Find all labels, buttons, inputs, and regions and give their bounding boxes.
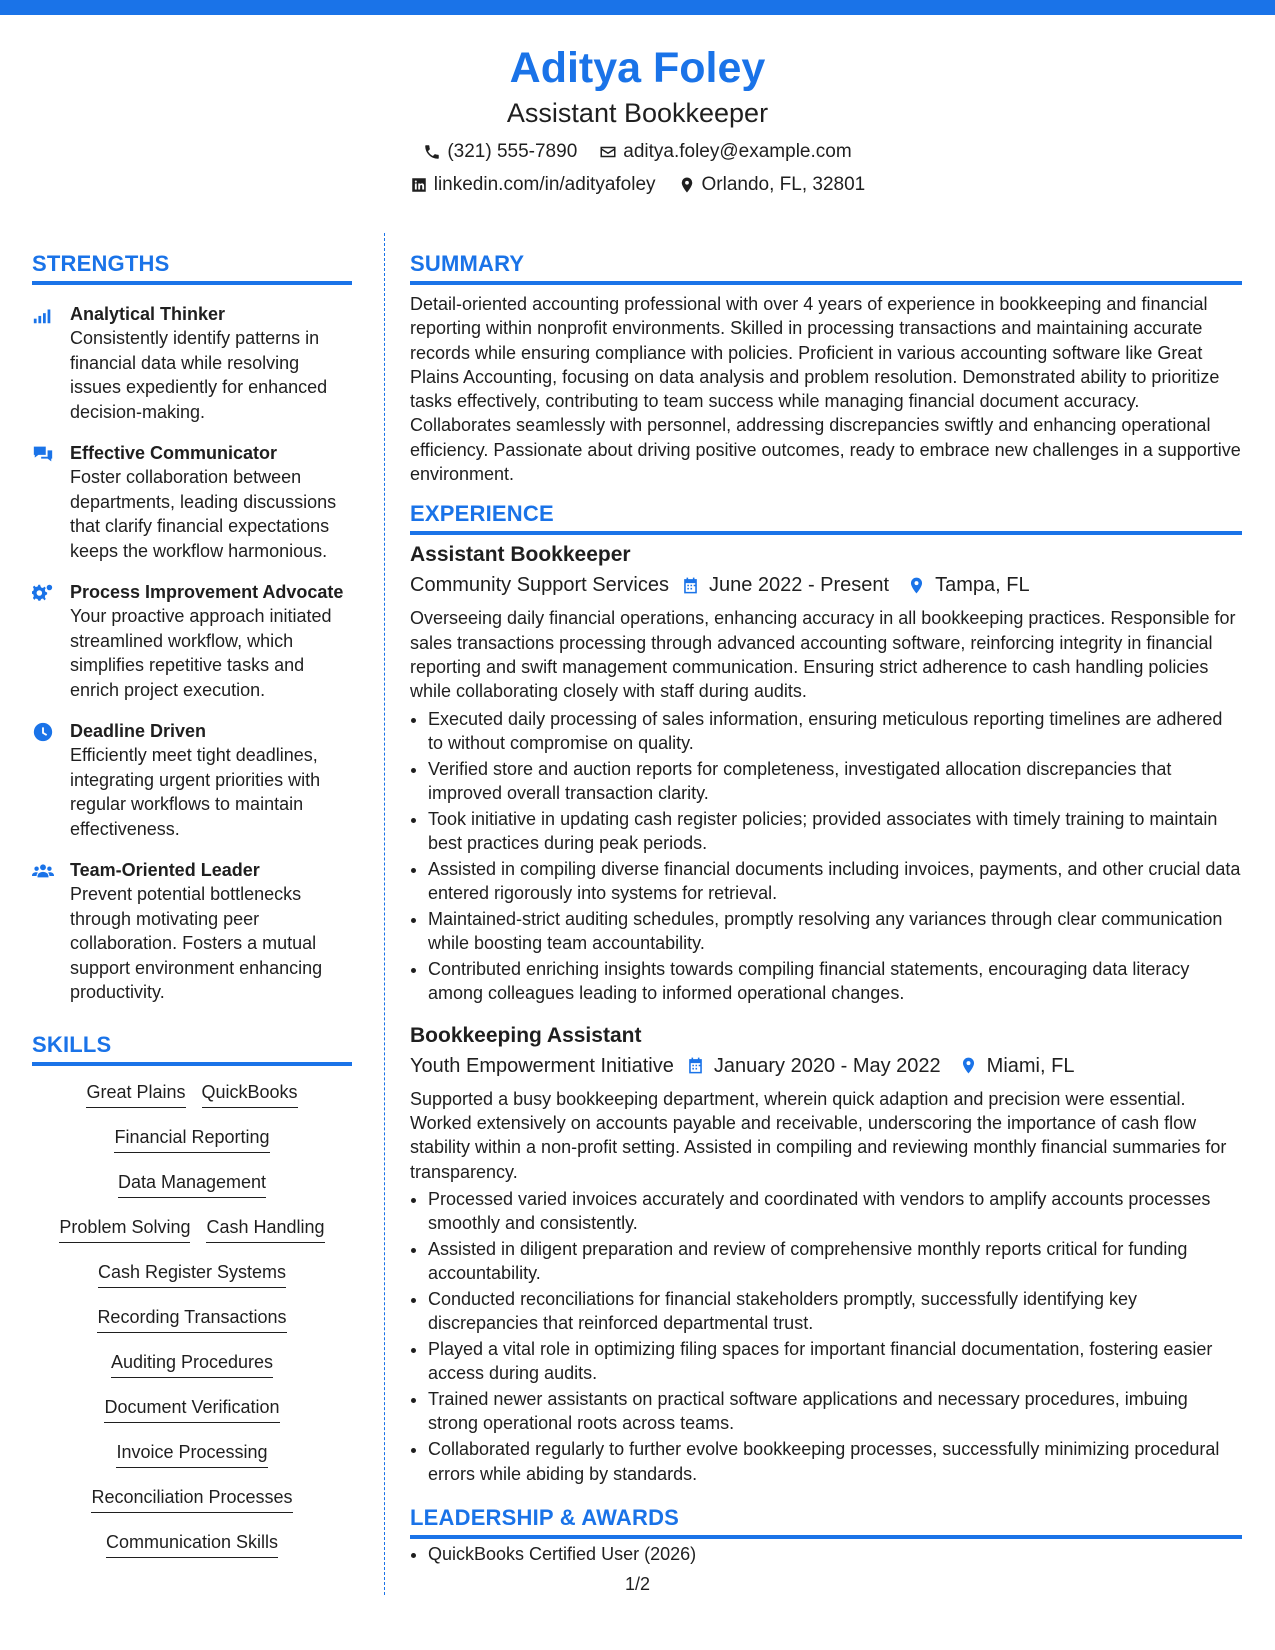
job-bullet: • Executed daily processing of sales information, ensuring meticulous reporting timelines are adhered to without compromise on quality.	[428, 707, 1242, 756]
skill-tag: Recording Transactions	[97, 1305, 286, 1333]
users-icon	[32, 860, 54, 882]
contact-row-1	[0, 140, 1275, 164]
strength-item	[32, 441, 352, 563]
phone-icon	[423, 143, 441, 161]
job-entry	[410, 541, 1242, 1005]
strength-description: Consistently identify patterns in financial data while resolving issues expediently for enhanced decision-making.	[70, 328, 328, 422]
experience-heading: EXPERIENCE	[410, 500, 1242, 535]
skill-tag: Invoice Processing	[116, 1440, 267, 1468]
summary-text: Detail-oriented accounting professional with over 4 years of experience in bookkeeping and financial reporting within nonprofit environments. Skilled in processing transactions and maintaining accurate records while ensuring compliance with policies. Proficient in various accounting software like Great Plains Accounting, focusing on data analysis and problem resolution. Demonstrated ability to prioritize tasks effectively, contributing to team success while managing financial document accuracy. Collaborates seamlessly with personnel, addressing discrepancies swiftly and enhancing operational efficiency. Passionate about driving positive outcomes, ready to embrace new challenges in a supportive environment.	[410, 294, 1241, 485]
job-bullet: • Verified store and auction reports for completeness, investigated allocation discrepancies that improved overall transaction clarity.	[428, 757, 1242, 806]
job-entry	[410, 1022, 1242, 1486]
bar-chart-icon	[32, 304, 54, 326]
strength-item	[32, 302, 352, 424]
job-location: Miami, FL	[986, 1054, 1075, 1077]
skills-heading: SKILLS	[32, 1031, 352, 1066]
job-description: Overseeing daily financial operations, enhancing accuracy in all bookkeeping practices. Responsible for sales transactions processing through advanced accounting software, reinforcing integrity in financial reporting and swift management communication. Ensuring strict adherence to cash handling policies while collaborating closely with staff during audits.	[410, 608, 1236, 702]
job-bullet: • Collaborated regularly to further evolve bookkeeping processes, successfully minimizing procedural errors while abiding by standards.	[428, 1437, 1242, 1486]
map-pin-icon	[959, 1056, 978, 1075]
phone-text: (321) 555-7890	[447, 141, 578, 162]
skills-list	[32, 1080, 352, 1575]
job-bullet: • Took initiative in updating cash register policies; provided associates with timely training to maintain best practices during peak periods.	[428, 807, 1242, 856]
job-bullet: • Conducted reconciliations for financial stakeholders promptly, successfully identifying key discrepancies that reinforced departmental trust.	[428, 1287, 1242, 1336]
calendar-icon	[686, 1056, 705, 1075]
email-contact[interactable]	[599, 140, 851, 164]
linkedin-icon	[410, 176, 428, 194]
map-pin-icon	[678, 176, 696, 194]
chat-bubbles-icon	[32, 443, 54, 465]
strength-title: Deadline Driven	[70, 721, 207, 741]
skill-tag: Auditing Procedures	[111, 1350, 273, 1378]
leadership-list	[410, 1542, 1242, 1566]
job-bullet: • Assisted in diligent preparation and review of comprehensive monthly reports critical for funding accountability.	[428, 1237, 1242, 1286]
job-meta	[410, 571, 1242, 599]
envelope-icon	[599, 143, 617, 161]
resume-header	[0, 40, 1275, 197]
skill-tag: QuickBooks	[202, 1080, 298, 1108]
location-text: Orlando, FL, 32801	[701, 174, 866, 195]
skill-tag: Document Verification	[104, 1395, 279, 1423]
gears-icon	[32, 582, 54, 604]
strength-description: Foster collaboration between departments, leading discussions that clarify financial expectations keeps the workflow harmonious.	[70, 467, 337, 561]
clock-icon	[32, 721, 54, 743]
skill-tag: Cash Handling	[206, 1215, 324, 1243]
contact-row-2	[0, 173, 1275, 197]
strength-title: Process Improvement Advocate	[70, 582, 344, 602]
job-bullet: • Assisted in compiling diverse financial documents including invoices, payments, and other crucial data entered rigorously into systems for retrieval.	[428, 857, 1242, 906]
job-location: Tampa, FL	[935, 574, 1030, 597]
skill-tag: Great Plains	[86, 1080, 185, 1108]
job-bullets	[410, 707, 1242, 1006]
job-meta	[410, 1052, 1242, 1080]
job-dates: June 2022 - Present	[708, 574, 890, 597]
strength-description: Prevent potential bottlenecks through motivating peer collaboration. Fosters a mutual support environment enhancing productivity.	[70, 884, 323, 1002]
skill-tag: Reconciliation Processes	[91, 1485, 292, 1513]
left-column	[32, 250, 352, 1575]
job-title: Bookkeeping Assistant	[410, 1023, 642, 1047]
right-column	[410, 250, 1242, 1568]
strength-title: Analytical Thinker	[70, 304, 226, 324]
phone-contact	[423, 140, 577, 164]
location-contact	[678, 173, 866, 197]
job-bullet: • Trained newer assistants on practical software applications and necessary procedures, imbuing strong operational roots across teams.	[428, 1387, 1242, 1436]
leadership-heading: LEADERSHIP & AWARDS	[410, 1504, 1242, 1539]
job-bullets	[410, 1187, 1242, 1486]
summary-heading: SUMMARY	[410, 250, 1242, 285]
job-description: Supported a busy bookkeeping department, wherein quick adaption and precision were essential. Worked extensively on accounts payable and receivable, underscoring the importance of cash flow stability within a non-profit setting. Assisted in compiling and reviewing monthly financial summaries for transparency.	[410, 1088, 1227, 1182]
job-bullet: • Processed varied invoices accurately and coordinated with vendors to amplify accounts processes smoothly and consistently.	[428, 1187, 1242, 1236]
skill-tag: Financial Reporting	[114, 1125, 269, 1153]
skill-tag: Problem Solving	[59, 1215, 190, 1243]
linkedin-contact[interactable]	[410, 173, 656, 197]
job-title: Assistant Bookkeeper	[410, 543, 631, 567]
skill-tag: Communication Skills	[106, 1530, 278, 1558]
job-bullet: • Maintained-strict auditing schedules, promptly resolving any variances through clear communication while boosting team accountability.	[428, 907, 1242, 956]
top-accent-bar	[0, 0, 1275, 15]
strength-description: Your proactive approach initiated streamlined workflow, which simplifies repetitive tasks and enrich project execution.	[70, 606, 332, 700]
skill-tag: Data Management	[118, 1170, 266, 1198]
email-text[interactable]: aditya.foley@example.com	[623, 141, 852, 162]
strength-item	[32, 580, 352, 702]
job-dates: January 2020 - May 2022	[713, 1054, 941, 1077]
calendar-icon	[681, 576, 700, 595]
strength-item	[32, 858, 352, 1005]
job-bullet: • Played a vital role in optimizing filing spaces for important financial documentation, fostering easier access during audits.	[428, 1337, 1242, 1386]
company-name: Community Support Services	[410, 574, 669, 597]
candidate-name: Aditya Foley	[509, 44, 766, 92]
linkedin-text[interactable]: linkedin.com/in/adityafoley	[433, 174, 656, 195]
strength-title: Team-Oriented Leader	[70, 860, 260, 880]
candidate-role: Assistant Bookkeeper	[506, 98, 769, 128]
column-divider	[384, 233, 385, 1595]
strength-title: Effective Communicator	[70, 443, 278, 463]
job-bullet: • Contributed enriching insights towards compiling financial statements, encouraging data literacy among colleagues leading to informed operational changes.	[428, 957, 1242, 1006]
page-number: 1/2	[624, 1574, 651, 1594]
map-pin-icon	[907, 576, 926, 595]
company-name: Youth Empowerment Initiative	[410, 1054, 674, 1077]
award-item: • QuickBooks Certified User (2026)	[428, 1542, 1242, 1566]
strength-item	[32, 719, 352, 841]
skill-tag: Cash Register Systems	[98, 1260, 286, 1288]
strengths-heading: STRENGTHS	[32, 250, 352, 285]
strength-description: Efficiently meet tight deadlines, integrating urgent priorities with regular workflows to maintain effectiveness.	[70, 745, 321, 839]
